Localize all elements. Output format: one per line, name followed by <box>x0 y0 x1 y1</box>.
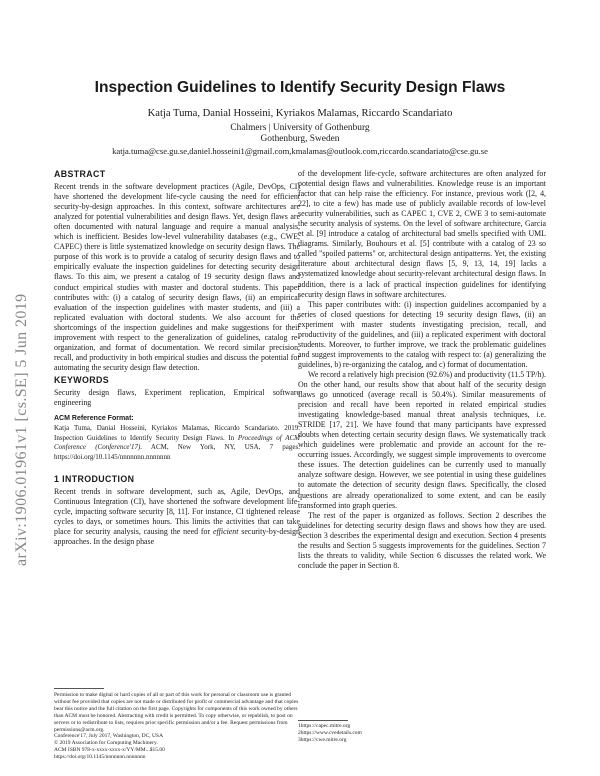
url-footnotes <box>298 720 546 744</box>
acm-reference-authors: Katja Tuma, Danial Hosseini, Kyriakos Malamas, Riccardo Scandariato. 2019. Inspection Guidelines to Identify Security Design Flaws. In <box>54 424 300 442</box>
affiliation-institution: Chalmers | University of Gothenburg <box>230 123 370 133</box>
acm-reference-rest: ACM, New York, NY, USA, 7 pages. https://doi.org/10.1145/nnnnnnn.nnnnnnn <box>54 443 300 461</box>
affiliation-location: Gothenburg, Sweden <box>260 134 340 144</box>
footnote-rule <box>298 720 348 721</box>
footnote-cwe[interactable]: 3https://cwe.mitre.org <box>298 737 347 743</box>
body-paragraph-3: We record a relatively high precision (92.6%) and productivity (11.5 TP/h). On the other hand, our results show that about half of the security design flaws go unnoticed (average recall is 50.4%). Similar measurements of precision and recall have been reported in related empirical studies investigating knowledge-based manual threat analysis techniques, i.e. STRIDE [17, 21]. We have found that many participants have expressed doubts when detecting certain security design flaws. We systematically track which guidelines were problematic and provide an account for the re-occurring issues. Accordingly, we suggest simple improvements to overcome these issues. The detection guidelines can be currently used to manually analyze software design. However, we see potential in using these guidelines to automate the detection of security design flaws. Specifically, the closed questions are already operationalized to some extent, and can be easily transformed into graph queries. <box>298 369 546 510</box>
abstract-body: Recent trends in the software development practices (Agile, DevOps, CI) have shortened the development life-cycle causing the need for efficient security-by-design approaches. In this context, software architectures are analyzed for potential vulnerabilities and design flaws. Yet, design flaws are often documented with natural language and require a manual analysis, which is inefficient. Besides low-level vulnerability databases (e.g., CWE, CAPEC) there is little systematized knowledge on security design flaws. The purpose of this work is to provide a catalog of security design flaws and to empirically evaluate the inspection guidelines for detecting security design flaws. To this aim, we present a catalog of 19 security design flaws and conduct empirical studies with master and doctoral students. This paper contributes with: (i) a catalog of security design flaws, (ii) an empirical evaluation of the inspection guidelines with master students, and (iii) a replicated evaluation with doctoral students. We also account for the shortcomings of the inspection guidelines and make suggestions for their improvement with respect to the generalization of guidelines, catalog re-organization, and format of documentation. We record similar precision, recall, and productivity in both empirical studies and discuss the potential for automating the security design flaw detection. <box>54 182 300 372</box>
permission-text: Permission to make digital or hard copies of all or part of this work for personal or classroom use is granted without fee provided that copies are not made or distributed for profit or commercial advantage and that copies bear this notice and the full citation on the first page. Copyrights for components of this work owned by others than ACM must be honored. Abstracting with credit is permitted. To copy otherwise, or republish, to post on servers or to redistribute to lists, requires prior specific permission and/or a fee. Request permissions from permissions@acm.org. <box>54 692 299 733</box>
introduction-text-start: Recent trends in software development, such as, Agile, DevOps, and Continuous Integration (CI), have shortened the software development life-cycle, impacting software security [8, 11]. For instance, CI tightened release cycles to days, or sometimes hours. This limits the activities that can take place for security analysis, causing the need for <box>54 487 300 537</box>
footnote-cve[interactable]: 2https://www.cvedetails.com <box>298 730 362 736</box>
keywords-heading: KEYWORDS <box>54 374 110 385</box>
introduction-paragraph <box>54 487 300 547</box>
conference-info: Conference'17, July 2017, Washington, DC, USA <box>54 733 164 740</box>
introduction-emphasis: efficient <box>212 527 239 537</box>
body-paragraph-1: of the development life-cycle, software architectures are often analyzed for potential design flaws and vulnerabilities. Knowledge reuse is an important factor that can help raise the efficiency. For instance, previous work ([2, 4, 22], to cite a few) has made use of publicly available records of low-level security vulnerabilities, such as CAPEC 1, CVE 2, CWE 3 to semi-automate the security analysis of systems. On the level of software architecture, Garcia et al. [9] introduce a catalog of architectural bad smells specified with UML diagrams. Similarly, Bouhours et al. [5] contribute with a catalog of 23 so called "spoiled patterns" or, architectural design antipatterns. Yet, the existing literature about architectural design flaws [5, 9, 13, 14, 19] lacks a systematized knowledge about security-relevant architectural design flaws. In addition, there is a lack of practical inspection guidelines for identifying security design flaws in software architectures. <box>298 169 546 299</box>
isbn-text: ACM ISBN 978-x-xxxx-xxxx-x/YY/MM...$15.00 <box>54 747 165 754</box>
footnote-capec[interactable]: 1https://capec.mitre.org <box>298 723 351 729</box>
acm-reference-venue: Proceedings of ACM Conference (Conference'17). <box>54 433 300 452</box>
acm-reference-text <box>54 424 300 462</box>
arxiv-stamp-text: arXiv:1906.01961v1 [cs.SE] 5 Jun 2019 <box>13 293 30 566</box>
author-list: Katja Tuma, Danial Hosseini, Kyriakos Malamas, Riccardo Scandariato <box>147 108 453 119</box>
author-emails: katja.tuma@cse.gu.se,daniel.hosseini1@gmail.com,kmalamas@outlook.com,riccardo.scandariato@cse.gu.se <box>112 146 488 156</box>
acm-reference-heading: ACM Reference Format: <box>54 415 134 423</box>
introduction-text-end: security-by-design approaches. In the design phase <box>54 527 300 547</box>
arxiv-stamp <box>2 230 38 570</box>
body-paragraph-2: This paper contributes with: (i) inspection guidelines accompanied by a series of closed questions for detecting 19 security design flaws, (ii) an experiment with master students investigating precision, recall, and productivity of the guidelines, and (iii) a replicated experiment with doctoral students. Moreover, to further improve, we track the problematic guidelines and suggest improvements to the catalog with respect to: (a) generalizing the guidelines, b) re-organizing the catalog, and c) format of documentation. <box>298 299 546 369</box>
left-column <box>54 169 300 547</box>
keywords-body: Security design flaws, Experiment replication, Empirical software engineering <box>54 387 300 408</box>
copyright-text: © 2019 Association for Computing Machinery. <box>54 740 158 747</box>
permission-footnote <box>54 688 300 761</box>
abstract-heading: ABSTRACT <box>54 169 106 179</box>
introduction-heading: 1 INTRODUCTION <box>54 474 135 485</box>
footnote-rule <box>54 688 104 689</box>
right-column <box>298 169 546 571</box>
doi-link[interactable]: https://doi.org/10.1145/nnnnnnn.nnnnnnn <box>54 754 146 761</box>
paper-title: Inspection Guidelines to Identify Security Design Flaws <box>94 79 506 96</box>
body-paragraph-4: The rest of the paper is organized as follows. Section 2 describes the guidelines for detecting security design flaws and shows how they are used. Section 3 describes the experimental design and execution. Section 4 presents the results and Section 5 suggests improvements for the guidelines. Section 7 lists the threats to validity, while Section 6 discusses the related work. We conclude the paper in Section 8. <box>298 510 546 570</box>
